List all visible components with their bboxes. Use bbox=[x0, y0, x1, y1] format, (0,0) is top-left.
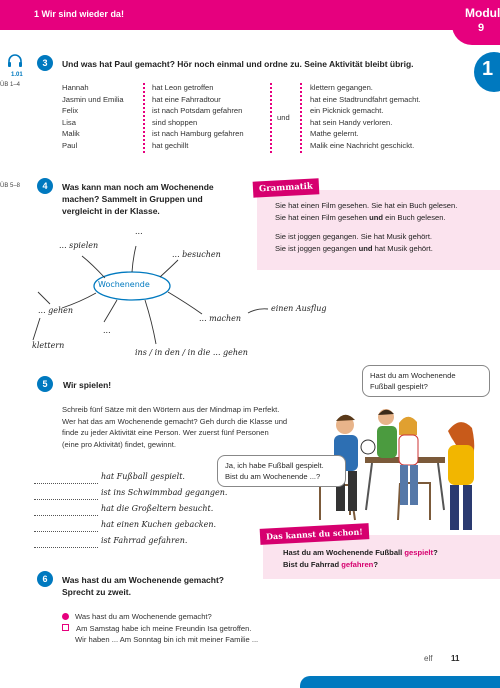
task5-title: Wir spielen! bbox=[63, 380, 112, 390]
page-number: 11 bbox=[451, 654, 460, 663]
mindmap-mid-ellipsis: ... bbox=[103, 326, 111, 335]
answer-line[interactable] bbox=[34, 514, 98, 516]
mindmap-ausflug: einen Ausflug bbox=[271, 304, 327, 313]
name-item: Lisa bbox=[62, 117, 76, 127]
exercise-ref-4: ÜB 5–8 bbox=[0, 183, 21, 189]
instruction-line: Was kann man noch am Wochenende bbox=[62, 182, 214, 192]
task6-instruction bbox=[62, 574, 224, 598]
answer-item: hat Fußball gespielt. bbox=[101, 472, 185, 481]
activity-item: hat sein Handy verloren. bbox=[310, 117, 393, 127]
ring-number: 1 bbox=[482, 58, 494, 80]
footer-bar bbox=[300, 676, 500, 688]
dialogue-line-1: Was hast du am Wochenende gemacht? bbox=[62, 611, 258, 623]
mindmap-machen: ... machen bbox=[199, 314, 242, 323]
task5-paragraph bbox=[62, 404, 287, 450]
name-item: Jasmin und Emilia bbox=[62, 94, 124, 104]
dialogue-line-2: Am Samstag habe ich meine Freundin Isa getroffen. bbox=[62, 623, 258, 635]
dialogue-line-3: Wir haben ... Am Sonntag bin ich mit meiner Familie ... bbox=[75, 635, 259, 644]
bubble-line: Bist du am Wochenende ...? bbox=[225, 472, 321, 481]
activity-item: klettern gegangen. bbox=[310, 83, 373, 92]
answer-item: ist Fahrrad gefahren. bbox=[101, 536, 188, 545]
dialogue bbox=[62, 611, 258, 646]
activity-item: Mathe gelernt. bbox=[310, 129, 359, 139]
name-item: Paul bbox=[62, 140, 78, 150]
answer-line[interactable] bbox=[34, 530, 98, 532]
bubble-line: Fußball gespielt? bbox=[370, 382, 428, 391]
task-number-3: 3 bbox=[37, 55, 53, 71]
mindmap-spielen: ... spielen bbox=[59, 241, 99, 250]
name-item: Hannah bbox=[62, 83, 89, 92]
task-number-5: 5 bbox=[37, 376, 53, 392]
mindmap-center: Wochenende bbox=[98, 280, 150, 289]
und-label: und bbox=[277, 113, 290, 122]
exercise-ref-3: ÜB 1–4 bbox=[0, 82, 21, 88]
answer-item: hat einen Kuchen gebacken. bbox=[101, 520, 217, 529]
modul-number: 9 bbox=[478, 22, 485, 34]
verb-item: ist nach Hamburg gefahren bbox=[152, 129, 244, 139]
bullet-filled-icon bbox=[62, 613, 69, 620]
answer-item: hat die Großeltern besucht. bbox=[101, 504, 214, 513]
para-line: Wer hat das am Wochenende gemacht? Geh durch die Klasse und bbox=[62, 416, 288, 426]
grammar-line: Sie ist joggen gegangen und hat Musik gehört. bbox=[275, 244, 433, 253]
para-line: (eine pro Aktivität) findet, gewinnt. bbox=[62, 439, 176, 449]
verb-item: hat Leon getroffen bbox=[152, 83, 214, 92]
speech-bubble-boy bbox=[217, 455, 346, 487]
mindmap-top-ellipsis: ... bbox=[135, 227, 143, 236]
bubble-line: Ja, ich habe Fußball gespielt. bbox=[225, 461, 324, 470]
task3-instruction: Und was hat Paul gemacht? Hör noch einmal und ordne zu. Seine Aktivität bleibt übrig. bbox=[62, 59, 414, 69]
dk-line: Hast du am Wochenende Fußball gespielt? bbox=[283, 548, 438, 557]
para-line: Schreib fünf Sätze mit den Wörtern aus der Mindmap im Perfekt. bbox=[62, 405, 280, 414]
instruction-line: Was hast du am Wochenende gemacht? bbox=[62, 575, 225, 585]
answer-line[interactable] bbox=[34, 546, 98, 548]
task-number-6: 6 bbox=[37, 571, 53, 587]
page-word: elf bbox=[424, 654, 433, 663]
modul-label: Modul bbox=[465, 6, 500, 20]
grammar-line: Sie hat einen Film gesehen. Sie hat ein Buch gelesen. bbox=[275, 201, 458, 210]
activity-item: ein Picknick gemacht. bbox=[310, 106, 384, 116]
bubble-line: Hast du am Wochenende bbox=[370, 371, 456, 380]
chapter-title: 1 Wir sind wieder da! bbox=[34, 9, 124, 19]
verb-item: ist nach Potsdam gefahren bbox=[152, 106, 243, 116]
answer-line[interactable] bbox=[34, 498, 98, 500]
para-line: finde zu jeder Aktivität eine Person. Wer zuerst fünf Personen bbox=[62, 428, 269, 437]
grammatik-box bbox=[257, 190, 500, 270]
instruction-line: Sprecht zu zweit. bbox=[62, 587, 131, 597]
speech-bubble-girl bbox=[362, 365, 490, 397]
grammatik-tag: Grammatik bbox=[253, 178, 320, 197]
grammar-line: Sie ist joggen gegangen. Sie hat Musik gehört. bbox=[275, 232, 433, 241]
instruction-line: machen? Sammelt in Gruppen und bbox=[62, 194, 203, 204]
answer-item: ist ins Schwimmbad gegangen. bbox=[101, 488, 228, 497]
bullet-square-icon bbox=[62, 624, 69, 631]
dk-line: Bist du Fahrrad gefahren? bbox=[283, 560, 378, 569]
audio-track: 1.01 bbox=[11, 72, 23, 78]
name-item: Malik bbox=[62, 129, 80, 139]
answer-line[interactable] bbox=[34, 482, 98, 484]
mindmap-klettern: klettern bbox=[32, 341, 65, 350]
verb-item: sind shoppen bbox=[152, 117, 198, 127]
mindmap-besuchen: ... besuchen bbox=[172, 250, 221, 259]
das-kannst-du-schon-tag: Das kannst du schon! bbox=[260, 523, 370, 545]
mindmap-ins: ins / in den / in die ... gehen bbox=[135, 348, 248, 357]
name-item: Felix bbox=[62, 106, 79, 116]
verb-item: hat gechillt bbox=[152, 140, 189, 150]
grammar-line: Sie hat einen Film gesehen und ein Buch gelesen. bbox=[275, 213, 446, 222]
verb-item: hat eine Fahrradtour bbox=[152, 94, 221, 104]
activity-item: hat eine Stadtrundfahrt gemacht. bbox=[310, 94, 421, 104]
activity-item: Malik eine Nachricht geschickt. bbox=[310, 140, 415, 150]
instruction-line: vergleicht in der Klasse. bbox=[62, 206, 160, 216]
mindmap-gehen: ... gehen bbox=[38, 306, 74, 315]
task-number-4: 4 bbox=[37, 178, 53, 194]
